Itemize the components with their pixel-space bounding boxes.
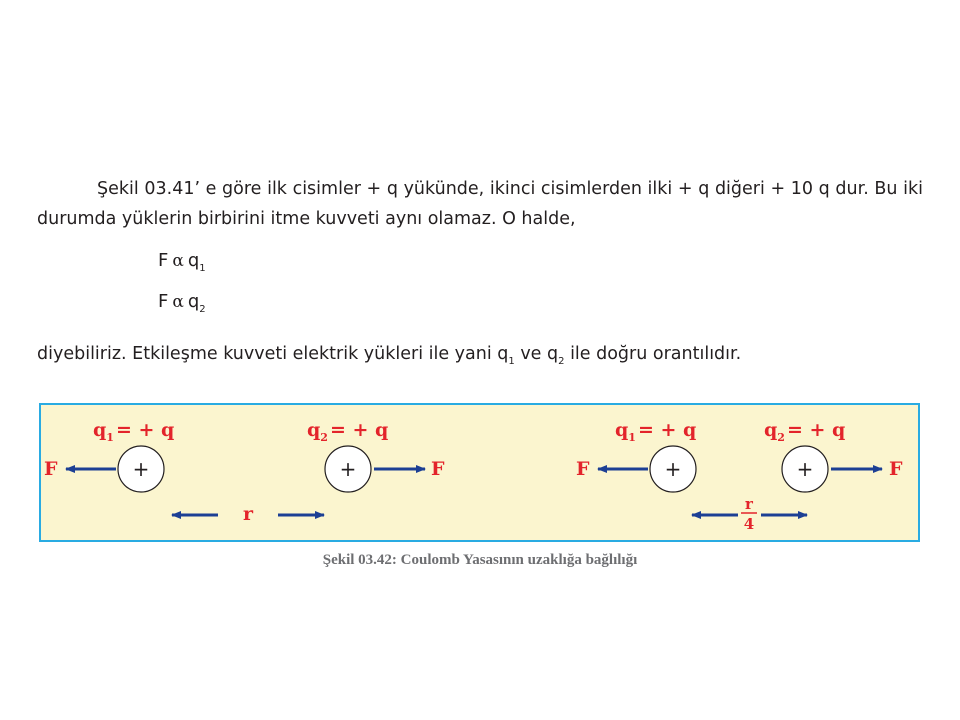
proportional-symbol: α xyxy=(172,292,184,312)
force-label-left: F xyxy=(576,458,590,480)
charge-label-q1: $q_1$ = + q xyxy=(615,419,697,444)
charge-label-q2: $q_2$ = + q xyxy=(764,419,846,444)
distance-label-r: r xyxy=(242,503,254,525)
force-label-right: F xyxy=(889,458,903,480)
paragraph-2-text: ve q xyxy=(514,344,559,364)
plus-sign: + xyxy=(664,457,682,481)
formula-f-alpha-q2 xyxy=(158,291,206,315)
paragraph-2-text: ile doğru orantılıdır. xyxy=(564,344,742,364)
proportional-symbol: α xyxy=(172,251,184,271)
distance-fraction-numerator: r xyxy=(745,495,753,513)
formula-lhs: F xyxy=(158,291,169,312)
distance-fraction-denominator: 4 xyxy=(743,515,755,533)
formula-subscript: 1 xyxy=(199,263,206,274)
plus-sign: + xyxy=(339,457,357,481)
figure-drawing xyxy=(41,405,918,540)
paragraph-1: Şekil 03.41’ e göre ilk cisimler + q yükünde, ikinci cisimlerden ilki + q diğeri + 10 q dur. Bu iki durumda yüklerin birbirini itme kuvveti aynı olamaz. O halde, xyxy=(37,179,923,229)
charge-label-q2: $q_2$ = + q xyxy=(307,419,389,444)
force-label-right: F xyxy=(431,458,445,480)
formula-var: q xyxy=(187,250,200,271)
plus-sign: + xyxy=(796,457,814,481)
formula-var: q xyxy=(187,291,200,312)
subscript: 2 xyxy=(558,356,565,367)
coulomb-distance-figure xyxy=(39,403,920,542)
charge-label-q1: $q_1$ = + q xyxy=(93,419,175,444)
plus-sign: + xyxy=(132,457,150,481)
formula-subscript: 2 xyxy=(199,304,206,315)
paragraph-2 xyxy=(37,339,923,369)
force-label-left: F xyxy=(44,458,58,480)
subscript: 1 xyxy=(508,356,515,367)
figure-caption: Şekil 03.42: Coulomb Yasasının uzaklığa bağlılığı xyxy=(322,552,638,568)
formula-lhs: F xyxy=(158,250,169,271)
formula-f-alpha-q1 xyxy=(158,250,206,274)
paragraph-2-text: diyebiliriz. Etkileşme kuvveti elektrik yükleri ile yani q xyxy=(37,344,509,364)
